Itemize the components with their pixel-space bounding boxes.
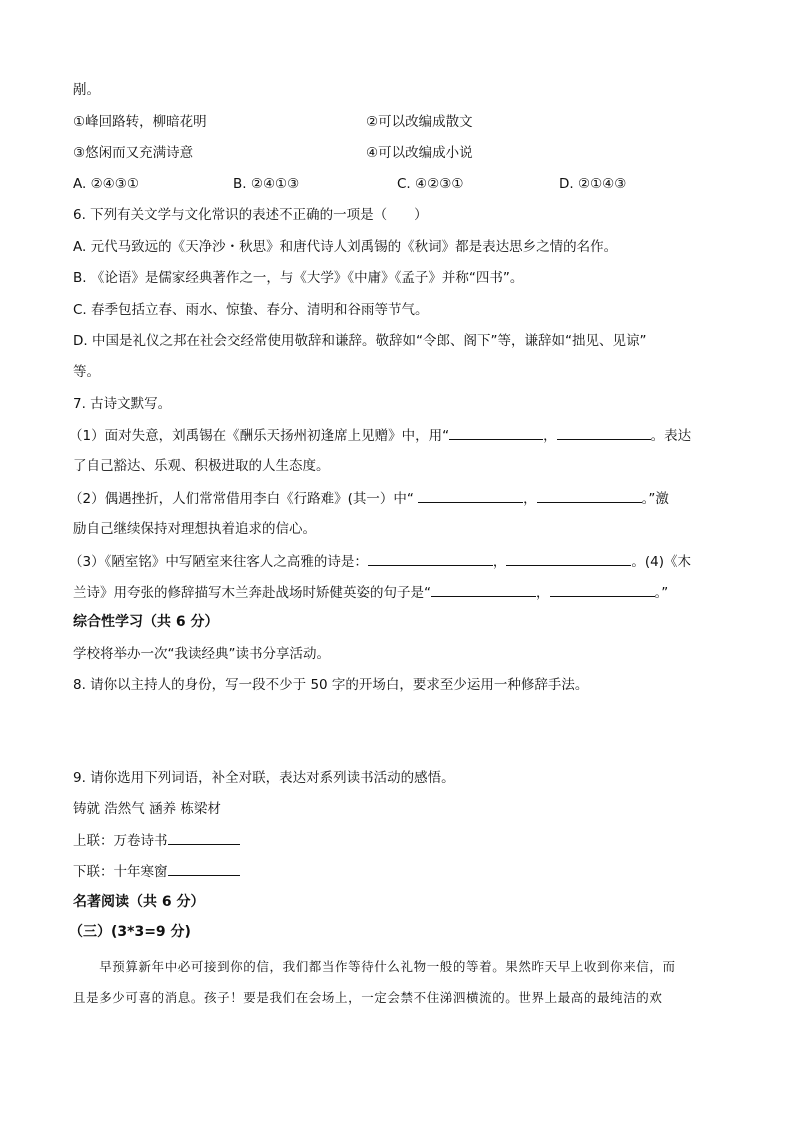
answer-blank[interactable] [537,488,642,503]
text-segment: 兰诗》用夸张的修辞描写木兰奔赴战场时矫健英姿的句子是“ [73,585,431,601]
passage-line: 且是多少可喜的消息。孩子！要是我们在会场上，一定会禁不住涕泗横流的。世界上最高的最纯洁的欢 [73,990,663,1005]
text-segment: ， [492,554,507,570]
answer-blank[interactable] [449,425,543,440]
question-7-4 [73,582,668,603]
text-segment: 。表达 [650,428,692,444]
question-7-2 [69,488,669,509]
text-segment: 上联：万卷诗书 [73,833,168,849]
section-heading: 综合性学习（共 6 分） [73,614,219,630]
couplet-upper [73,830,240,851]
text-segment: 。”激 [641,491,669,507]
text-segment: 。(4)《木 [631,554,691,570]
text-segment: ， [523,491,537,507]
text-segment: （2）偶遇挫折，人们常常借用李白《行路难》(其一）中“ [69,491,419,507]
answer-blank[interactable] [550,582,655,597]
question-7-3 [69,551,691,572]
option-item: ②可以改编成散文 [366,114,473,130]
answer-blank[interactable] [557,425,651,440]
subsection-heading: （三）(3*3=9 分) [69,924,191,940]
text-segment: （1）面对失意，刘禹锡在《酬乐天扬州初逢席上见赠》中，用“ [69,428,450,444]
text-segment: ， [536,585,550,601]
answer-choice-a: A. ②④③① [73,176,139,192]
answer-blank[interactable] [418,488,523,503]
option-item: ③悠闲而又充满诗意 [73,145,194,161]
option-item: ①峰回路转，柳暗花明 [73,114,207,130]
question-7-1 [69,425,691,446]
answer-blank[interactable] [506,551,631,566]
question-9: 9. 请你选用下列词语，补全对联，表达对系列读书活动的感悟。 [73,770,455,786]
answer-blank[interactable] [368,551,493,566]
section-heading: 名著阅读（共 6 分） [73,894,205,910]
text-line: 了自己豁达、乐观、积极进取的人生态度。 [73,458,330,474]
question-6-option-c: C. 春季包括立春、雨水、惊蛰、春分、清明和谷雨等节气。 [73,302,429,318]
text-segment: 下联：十年寒窗 [73,864,168,880]
question-6: 6. 下列有关文学与文化常识的表述不正确的一项是（ ） [73,207,428,223]
question-8: 8. 请你以主持人的身份，写一段不少于 50 字的开场白，要求至少运用一种修辞手法。 [73,677,589,693]
text-line: 剐。 [73,82,100,98]
answer-choice-d: D. ②①④③ [559,176,627,192]
couplet-lower [73,861,240,882]
text-line: 励自己继续保持对理想执着追求的信心。 [73,521,316,537]
question-6-option-d: D. 中国是礼仪之邦在社会交经常使用敬辞和谦辞。敬辞如“令郎、阁下”等，谦辞如“拙见、见谅” [73,333,647,349]
question-7: 7. 古诗文默写。 [73,396,172,412]
option-item: ④可以改编成小说 [366,145,473,161]
question-6-option-d-cont: 等。 [73,364,100,380]
text-segment: （3）《陋室铭》中写陋室来往客人之高雅的诗是： [69,554,368,570]
text-segment: 。” [654,585,669,601]
answer-blank[interactable] [431,582,536,597]
answer-choice-b: B. ②④①③ [233,176,300,192]
question-6-option-a: A. 元代马致远的《天净沙・秋思》和唐代诗人刘禹锡的《秋词》都是表达思乡之情的名作。 [73,239,618,255]
passage-line: 早预算新年中必可接到你的信，我们都当作等待什么礼物一般的等着。果然昨天早上收到你来信，而 [73,959,676,974]
text-line: 学校将举办一次“我读经典”读书分享活动。 [73,646,330,662]
word-bank: 铸就 浩然气 涵养 栋梁材 [73,801,221,817]
answer-blank[interactable] [168,830,240,845]
question-6-option-b: B. 《论语》是儒家经典著作之一，与《大学》《中庸》《孟子》并称“四书”。 [73,270,524,286]
answer-blank[interactable] [168,861,240,876]
answer-choice-c: C. ④②③① [397,176,464,192]
text-segment: ， [543,428,557,444]
